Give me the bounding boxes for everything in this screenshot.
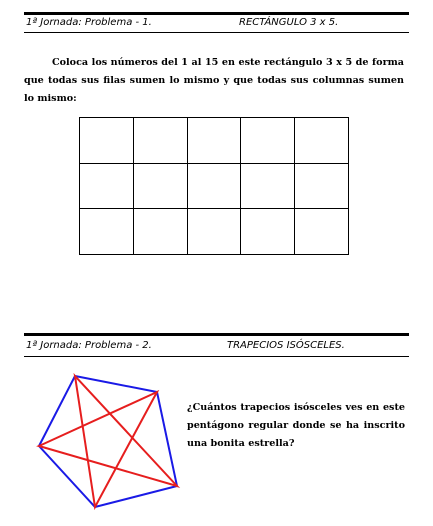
problem2-statement [187,399,405,453]
grid-cell [188,209,242,255]
grid-cell [241,164,295,210]
grid-cell [241,209,295,255]
grid-cell [134,164,188,210]
grid-cell [295,209,349,255]
problem2-header [26,340,406,352]
problem1-header-right: RECTÁNGULO 3 x 5. [239,17,339,28]
problem2-top-rule [24,333,409,336]
grid-cell [295,164,349,210]
grid-cell [80,118,134,164]
problem1-text: Coloca los números del 1 al 15 en este rectángulo 3 x 5 de forma que todas sus filas sumen lo mismo y que todas sus columnas sumen lo mismo: [24,57,404,104]
problem1-bottom-rule [24,32,409,33]
problem2-header-left: 1ª Jornada: Problema - 2. [26,340,152,351]
problem1-header-left: 1ª Jornada: Problema - 1. [26,17,152,28]
problem1-top-rule [24,12,409,15]
grid-cell [134,209,188,255]
problem2-header-right: TRAPECIOS ISÓSCELES. [227,340,345,351]
grid-cell [188,164,242,210]
pentagon [39,376,177,507]
grid-cell [80,164,134,210]
problem1-header [26,17,406,29]
grid-cell [241,118,295,164]
problem1-statement [24,54,404,108]
pentagon-star-figure [0,360,190,526]
grid-cell [134,118,188,164]
grid-cell [295,118,349,164]
problem2-bottom-rule [24,356,409,357]
inscribed-star [39,376,177,507]
grid-cell [80,209,134,255]
grid-cell [188,118,242,164]
number-grid-3x5 [79,117,349,255]
problem2-text: ¿Cuántos trapecios isósceles ves en este pentágono regular donde se ha inscrito una bonita estrella? [187,402,405,449]
